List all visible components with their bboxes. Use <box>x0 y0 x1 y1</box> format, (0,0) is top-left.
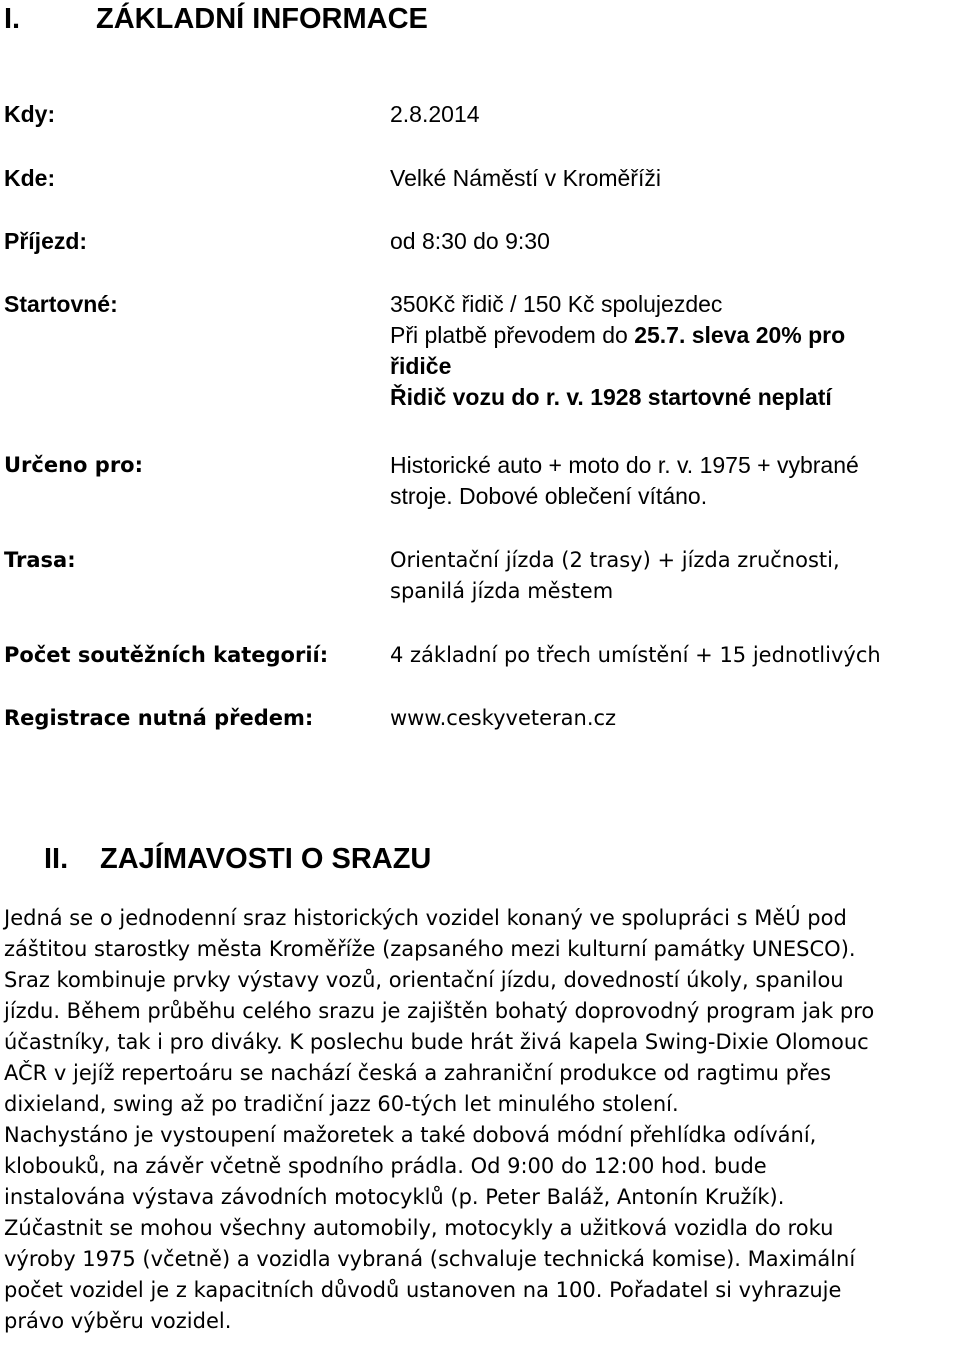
label-categories: Počet soutěžních kategorií: <box>4 643 329 667</box>
route-line-1: Orientační jízda (2 trasy) + jízda zručnosti, <box>390 548 840 572</box>
label-intended-for: Určeno pro: <box>4 453 144 477</box>
value-route <box>390 545 956 607</box>
label-entry-fee: Startovné: <box>4 291 118 317</box>
label-when: Kdy: <box>4 101 56 127</box>
section-title: ZAJÍMAVOSTI O SRAZU <box>100 843 432 875</box>
paragraph-line: účastníky, tak i pro diváky. K poslechu bude hrát živá kapela Swing-Dixie Olomouc <box>4 1030 869 1054</box>
route-line-2: spanilá jízda městem <box>390 579 614 603</box>
value-categories: 4 základní po třech umístění + 15 jednotlivých <box>390 643 881 667</box>
value-intended-for <box>390 450 956 512</box>
section-number: I. <box>4 3 21 35</box>
paragraph-line: záštitou starostky města Kroměříže (zapsaného mezi kulturní památky UNESCO). <box>4 937 856 961</box>
intended-for-line-1: Historické auto + moto do r. v. 1975 + vybrané <box>390 452 859 478</box>
value-registration-website: www.ceskyveteran.cz <box>390 706 617 730</box>
intended-for-line-2: stroje. Dobové oblečení vítáno. <box>390 483 708 509</box>
entry-fee-line-1: 350Kč řidič / 150 Kč spolujezdec <box>390 291 723 317</box>
value-when: 2.8.2014 <box>390 101 480 127</box>
highlights-paragraph <box>4 903 960 1337</box>
section-number: II. <box>44 843 69 875</box>
section-title: ZÁKLADNÍ INFORMACE <box>96 3 428 35</box>
paragraph-line: právo výběru vozidel. <box>4 1309 232 1333</box>
label-registration: Registrace nutná předem: <box>4 706 314 730</box>
paragraph-line: Zúčastnit se mohou všechny automobily, motocykly a užitková vozidla do roku <box>4 1216 834 1240</box>
value-entry-fee <box>390 289 956 413</box>
paragraph-line: výroby 1975 (včetně) a vozidla vybraná (schvaluje technická komise). Maximální <box>4 1247 856 1271</box>
label-where: Kde: <box>4 165 56 191</box>
paragraph-line: Sraz kombinuje prvky výstavy vozů, orientační jízdu, dovedností úkoly, spanilou <box>4 968 844 992</box>
entry-fee-transfer-text: Při platbě převodem do <box>390 322 635 348</box>
paragraph-line: klobouků, na závěr včetně spodního prádla. Od 9:00 do 12:00 hod. bude <box>4 1154 767 1178</box>
paragraph-line: Jedná se o jednodenní sraz historických vozidel konaný ve spolupráci s MěÚ pod <box>4 906 847 930</box>
entry-fee-discount: 25.7. sleva 20% pro <box>634 322 846 348</box>
value-arrival: od 8:30 do 9:30 <box>390 228 550 254</box>
entry-fee-line-3: řidiče <box>390 353 452 379</box>
paragraph-line: Nachystáno je vystoupení mažoretek a také dobová módní přehlídka odívání, <box>4 1123 817 1147</box>
section-heading-basic-info <box>4 2 428 36</box>
label-route: Trasa: <box>4 548 76 572</box>
section-heading-highlights <box>44 842 431 876</box>
label-arrival: Příjezd: <box>4 228 88 254</box>
paragraph-line: počet vozidel je z kapacitních důvodů ustanoven na 100. Pořadatel si vyhrazuje <box>4 1278 842 1302</box>
paragraph-line: AČR v jejíž repertoáru se nachází česká a zahraniční produkce od ragtimu přes <box>4 1061 832 1085</box>
value-where: Velké Náměstí v Kroměříži <box>390 165 661 191</box>
paragraph-line: dixieland, swing až po tradiční jazz 60-tých let minulého stolení. <box>4 1092 679 1116</box>
entry-fee-line-2 <box>390 320 956 351</box>
entry-fee-line-4: Řidič vozu do r. v. 1928 startovné neplatí <box>390 384 832 410</box>
paragraph-line: instalována výstava závodních motocyklů (p. Peter Baláž, Antonín Kružík). <box>4 1185 785 1209</box>
paragraph-line: jízdu. Během průběhu celého srazu je zajištěn bohatý doprovodný program jak pro <box>4 999 875 1023</box>
